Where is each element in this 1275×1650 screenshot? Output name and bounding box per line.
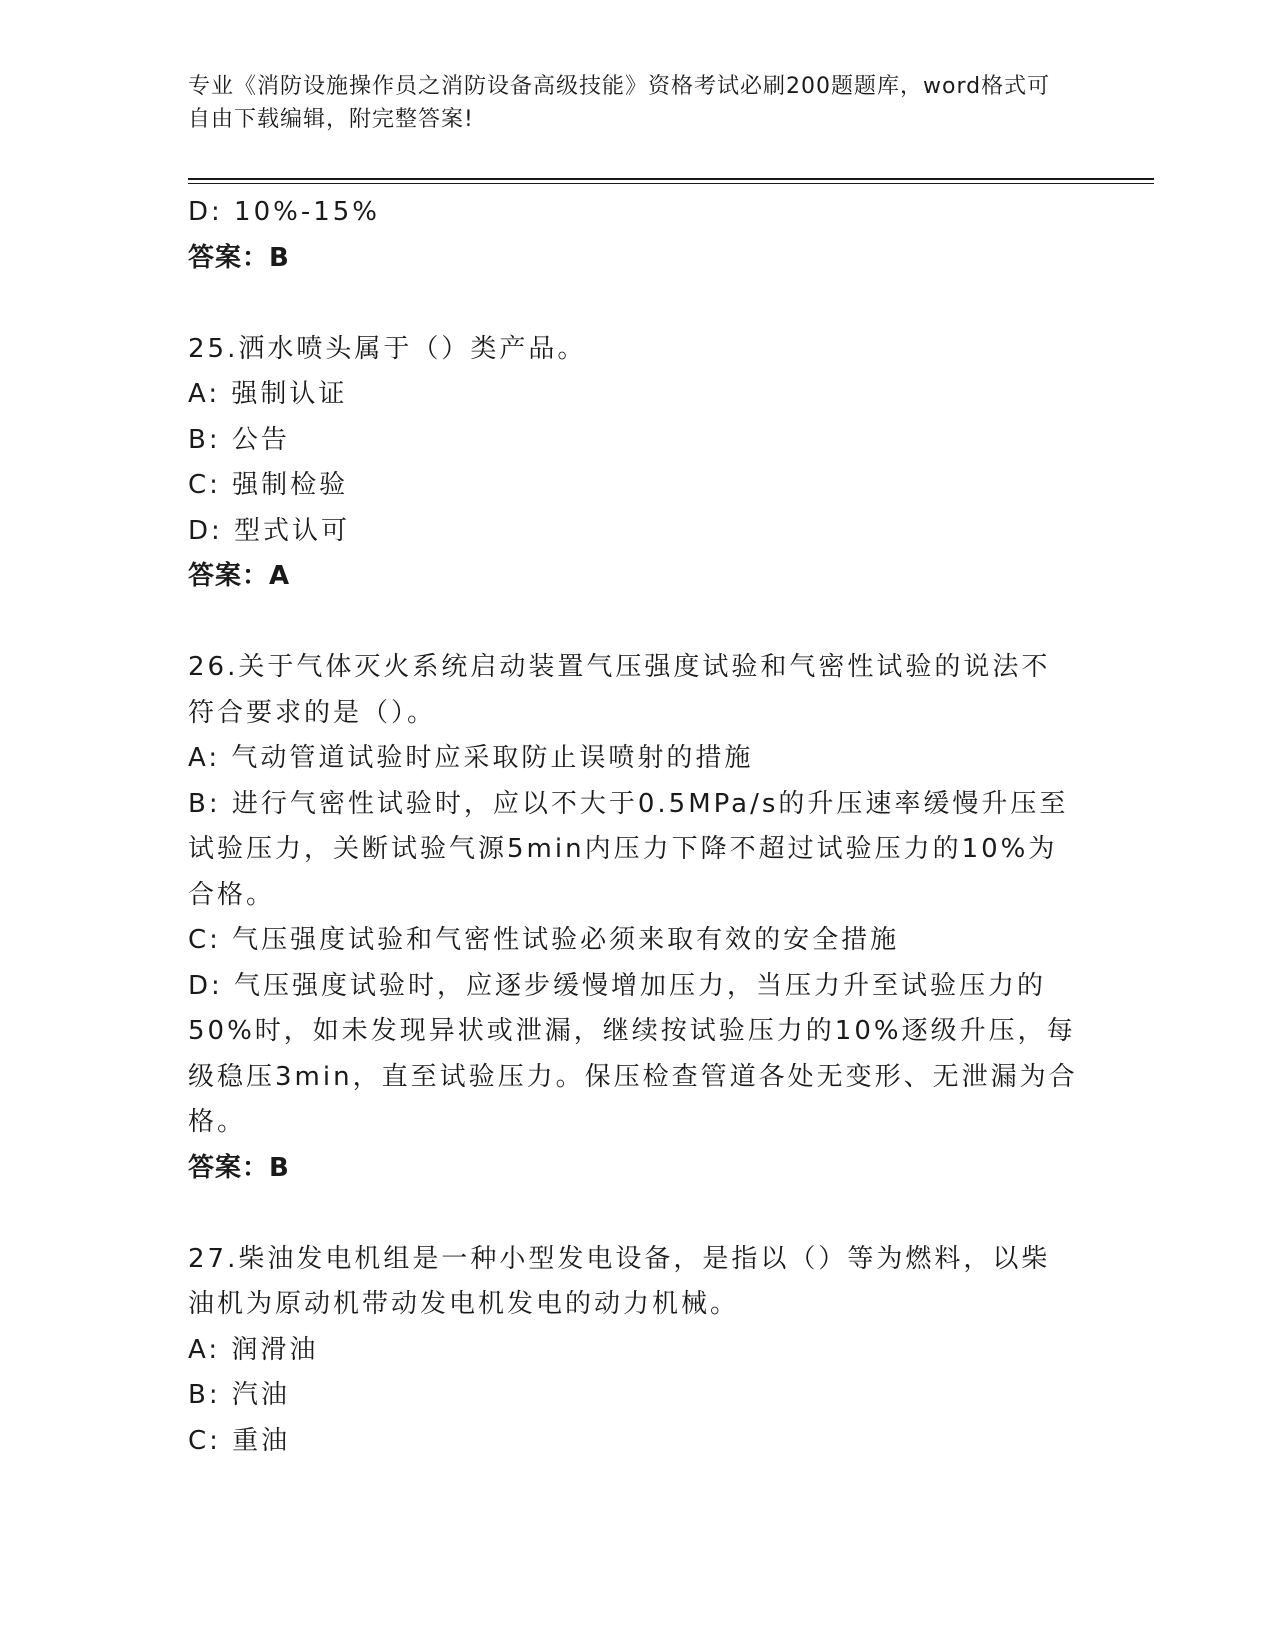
question-27 xyxy=(188,1237,1078,1465)
question-stem: 25.洒水喷头属于（）类产品。 xyxy=(188,333,587,364)
prev-option-d: D: 10%-15% xyxy=(188,197,381,227)
option-b: B: 公告 xyxy=(188,424,290,455)
spacer xyxy=(188,281,1078,327)
spacer xyxy=(188,600,1078,646)
header-divider-thin xyxy=(188,183,1154,184)
option-c: C: 气压强度试验和气密性试验必须来取有效的安全措施 xyxy=(188,925,900,955)
option-b: B: 进行气密性试验时，应以不大于0.5MPa/s的升压速率缓慢升压至试验压力，关断试验气源5min内压力下降不超过试验压力的10%为合格。 xyxy=(188,788,1069,910)
option-a: A: 气动管道试验时应采取防止误喷射的措施 xyxy=(188,743,754,773)
question-26 xyxy=(188,645,1078,1191)
question-stem: 27.柴油发电机组是一种小型发电设备，是指以（）等为燃料，以柴油机为原动机带动发电机发电的动力机械。 xyxy=(188,1243,1051,1319)
question-stem: 26.关于气体灭火系统启动装置气压强度试验和气密性试验的说法不符合要求的是（）。 xyxy=(188,652,1051,728)
page-header: 专业《消防设施操作员之消防设备高级技能》资格考试必刷200题题库，word格式可自由下载编辑，附完整答案! xyxy=(188,74,1051,132)
option-d: D: 型式认可 xyxy=(188,515,351,546)
answer: 答案：A xyxy=(188,561,291,591)
option-c: C: 强制检验 xyxy=(188,470,349,500)
option-c: C: 重油 xyxy=(188,1425,291,1456)
question-25 xyxy=(188,327,1078,600)
option-d: D: 气压强度试验时，应逐步缓慢增加压力，当压力升至试验压力的50%时，如未发现异状或泄漏，继续按试验压力的10%逐级升压，每级稳压3min，直至试验压力。保压检查管道各处无变形、无泄漏为合格。 xyxy=(188,970,1078,1137)
prev-answer: 答案：B xyxy=(188,242,290,273)
option-b: B: 汽油 xyxy=(188,1380,290,1410)
option-a: A: 强制认证 xyxy=(188,379,348,409)
answer: 答案：B xyxy=(188,1152,290,1183)
question-content xyxy=(188,190,1078,1464)
option-a: A: 润滑油 xyxy=(188,1334,319,1365)
spacer xyxy=(188,1191,1078,1237)
header-divider-thick xyxy=(188,178,1154,180)
